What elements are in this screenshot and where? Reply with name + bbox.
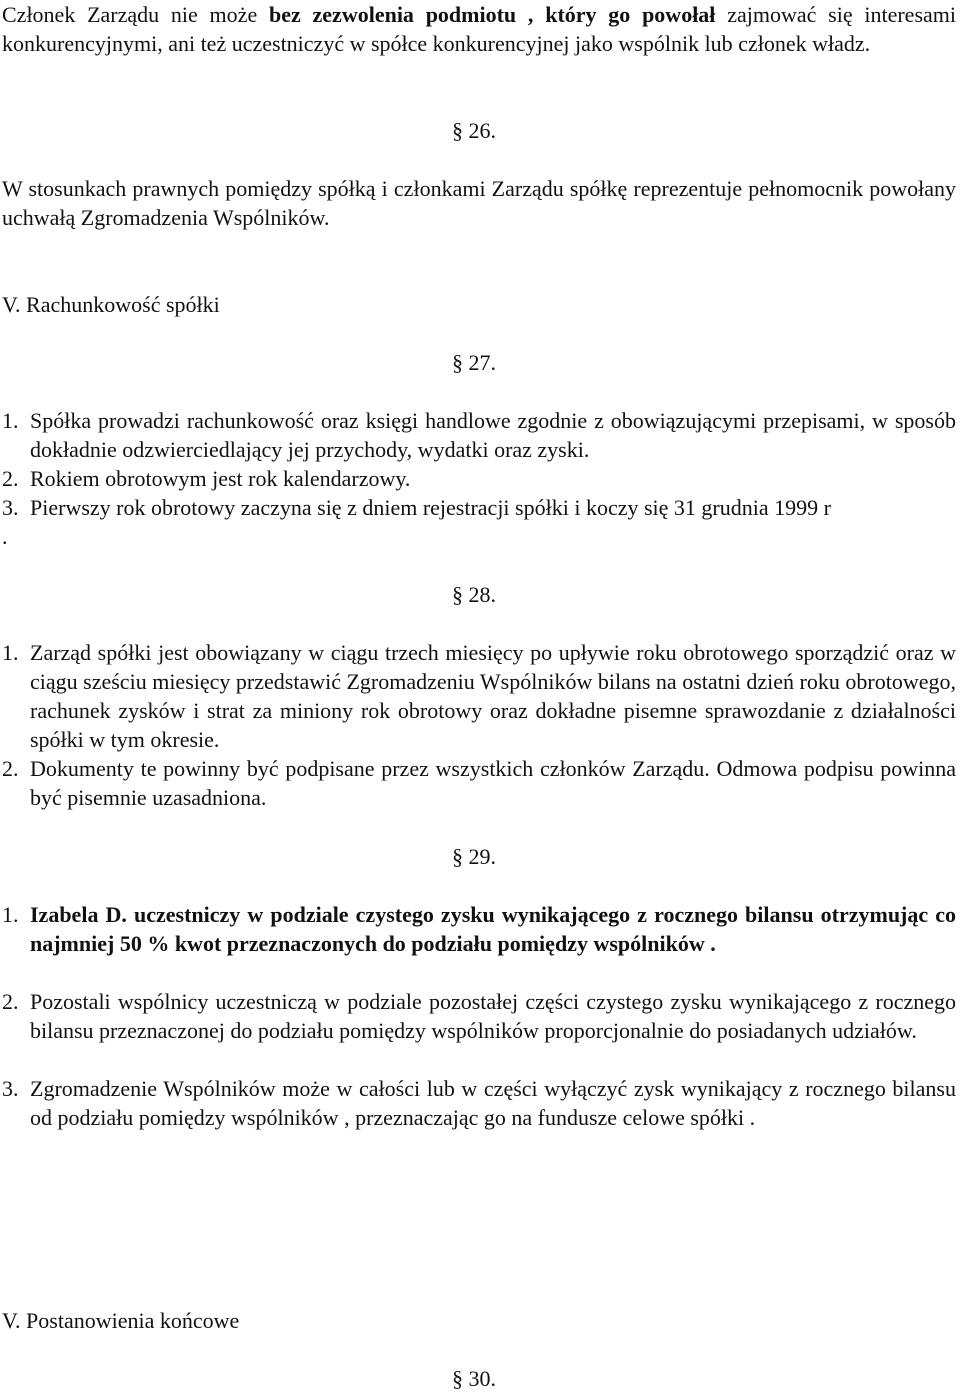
item-text: Spółka prowadzi rachunkowość oraz księgi handlowe zgodnie z obowiązującymi przepisami, w sposób dokładnie odzwierciedlający jej przychody, wydatki oraz zyski.: [30, 408, 956, 462]
item-number: 1.: [2, 408, 19, 433]
section-29-heading: § 29.: [452, 844, 496, 869]
section-28-item-2: [2, 754, 956, 812]
section-29-item-2: [2, 987, 956, 1045]
item-text: Rokiem obrotowym jest rok kalendarzowy.: [30, 466, 411, 491]
section-26-text: W stosunkach prawnych pomiędzy spółką i członkami Zarządu spółkę reprezentuje pełnomocnik powołany uchwałą Zgromadzenia Wspólników.: [2, 176, 956, 230]
intro-text-2: zajmować się interesami konkurencyjnymi, ani też uczestniczyć w spółce konkurencyjnej jako wspólnik lub członek władz.: [2, 2, 956, 56]
section-30-heading: § 30.: [452, 1366, 496, 1391]
section-29-item-1: [2, 900, 956, 958]
intro-paragraph: [2, 0, 956, 58]
section-28-item-1: [2, 638, 956, 754]
item-text: Pozostali wspólnicy uczestniczą w podziale pozostałej części czystego zysku wynikającego z rocznego bilansu przeznaczonej do podziału pomiędzy wspólników proporcjonalnie do posiadanych udziałów.: [30, 989, 956, 1043]
section-27-item-3-tail: .: [2, 524, 8, 549]
item-text: Dokumenty te powinny być podpisane przez wszystkich członków Zarządu. Odmowa podpisu powinna być pisemnie uzasadniona.: [30, 756, 956, 810]
intro-bold-text: bez zezwolenia podmiotu , który go powołał: [268, 2, 716, 27]
section-27-item-2: [2, 464, 956, 493]
item-text: Zarząd spółki jest obowiązany w ciągu trzech miesięcy po upływie roku obrotowego sporządzić oraz w ciągu sześciu miesięcy przedstawić Zgromadzeniu Wspólników bilans na ostatni dzień roku obrotowego, rachunek zysków i strat za miniony rok obrotowy oraz dokładne pisemne sprawozdanie z działalności spółki w tym okresie.: [30, 640, 956, 752]
section-27-item-3: [2, 493, 956, 522]
item-number: 1.: [2, 640, 19, 665]
section-27-item-1: [2, 406, 956, 464]
section-28-heading: § 28.: [452, 582, 496, 607]
section-27-heading: § 27.: [452, 350, 496, 375]
section-26-heading: § 26.: [452, 118, 496, 143]
item-number: 3.: [2, 1076, 19, 1101]
section-29-item-3: [2, 1074, 956, 1132]
intro-text-1: Członek Zarządu nie może: [2, 2, 269, 27]
item-number: 1.: [2, 902, 19, 927]
item-number: 2.: [2, 756, 19, 781]
item-text: Pierwszy rok obrotowy zaczyna się z dniem rejestracji spółki i koczy się 31 grudnia 1999 r: [30, 495, 831, 520]
item-number: 3.: [2, 495, 19, 520]
chapter-final-heading: V. Postanowienia końcowe: [2, 1308, 240, 1333]
item-text: Izabela D. uczestniczy w podziale czystego zysku wynikającego z rocznego bilansu otrzymując co najmniej 50 % kwot przeznaczonych do podziału pomiędzy wspólników .: [30, 902, 956, 956]
item-number: 2.: [2, 989, 19, 1014]
item-text: Zgromadzenie Wspólników może w całości lub w części wyłączyć zysk wynikający z rocznego bilansu od podziału pomiędzy wspólników , przeznaczając go na fundusze celowe spółki .: [30, 1076, 956, 1130]
chapter-5-heading: V. Rachunkowość spółki: [2, 292, 220, 317]
item-number: 2.: [2, 466, 19, 491]
